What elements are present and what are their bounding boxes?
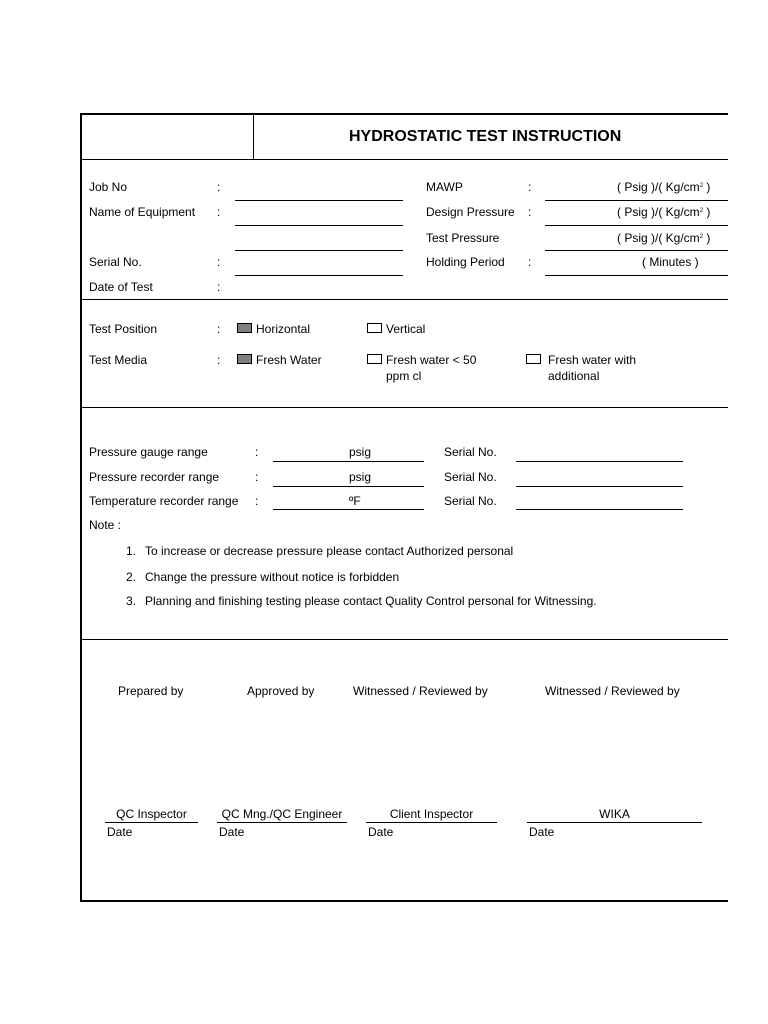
mawp-unit-sup: 2 — [699, 183, 704, 189]
wika-signature-line[interactable] — [527, 822, 702, 823]
qc-inspector-date-label: Date — [107, 825, 133, 839]
pressure-gauge-unit: psig — [349, 445, 372, 459]
fresh-water-checkbox[interactable] — [237, 354, 252, 364]
mawp-unit-end: ) — [703, 180, 711, 194]
pressure-gauge-label: Pressure gauge range — [89, 445, 208, 459]
form-border-left — [80, 113, 82, 902]
wika-date-label: Date — [529, 825, 555, 839]
note-item-1-text: To increase or decrease pressure please contact Authorized personal — [145, 544, 514, 558]
serial-no-field[interactable] — [235, 275, 403, 276]
pressure-gauge-field[interactable] — [273, 461, 424, 462]
qc-inspector-signature-line[interactable] — [105, 822, 198, 823]
test-media-colon: : — [217, 353, 221, 367]
serial-no-label: Serial No. — [89, 255, 142, 269]
section-divider-1 — [80, 159, 728, 160]
temperature-recorder-serial-label: Serial No. — [444, 494, 497, 508]
horizontal-label: Horizontal — [256, 322, 311, 336]
section-divider-3 — [80, 407, 728, 408]
mawp-unit-text: ( Psig )/( Kg/cm — [617, 180, 700, 194]
pressure-gauge-serial-label: Serial No. — [444, 445, 497, 459]
job-no-label: Job No — [89, 180, 128, 194]
pressure-recorder-serial-label: Serial No. — [444, 470, 497, 484]
design-pressure-field[interactable] — [545, 225, 728, 226]
fresh-water-additional-label-line2: additional — [548, 369, 600, 383]
form-border-bottom — [80, 900, 728, 902]
date-of-test-label: Date of Test — [89, 280, 153, 294]
note-item-3-text: Planning and finishing testing please contact Quality Control personal for Witnessing. — [145, 594, 597, 608]
temperature-recorder-serial-field[interactable] — [516, 509, 683, 510]
pressure-recorder-unit: psig — [349, 470, 372, 484]
qc-engineer-signature-line[interactable] — [217, 822, 347, 823]
fresh-water-50ppm-checkbox[interactable] — [367, 354, 382, 364]
test-pressure-unit-end: ) — [703, 231, 711, 245]
design-pressure-colon: : — [528, 205, 532, 219]
design-pressure-unit — [617, 205, 710, 219]
temperature-recorder-label: Temperature recorder range — [89, 494, 239, 508]
temperature-recorder-field[interactable] — [273, 509, 424, 510]
temperature-recorder-unit: ºF — [349, 494, 361, 508]
test-pressure-label: Test Pressure — [426, 231, 500, 245]
note-item-2-text: Change the pressure without notice is forbidden — [145, 570, 400, 584]
title-divider — [253, 115, 254, 160]
vertical-label: Vertical — [386, 322, 426, 336]
pressure-gauge-serial-field[interactable] — [516, 461, 683, 462]
pressure-recorder-field[interactable] — [273, 486, 424, 487]
design-pressure-unit-text: ( Psig )/( Kg/cm — [617, 205, 700, 219]
section-divider-2 — [80, 299, 728, 300]
note-label: Note : — [89, 518, 122, 532]
serial-no-colon: : — [217, 255, 221, 269]
prepared-by-heading: Prepared by — [118, 684, 184, 698]
holding-period-label: Holding Period — [426, 255, 505, 269]
design-pressure-label: Design Pressure — [426, 205, 515, 219]
note-item-2-number: 2. — [126, 570, 137, 584]
holding-period-colon: : — [528, 255, 532, 269]
fresh-water-50ppm-label: Fresh water < 50 — [386, 353, 477, 367]
test-pressure-field[interactable] — [545, 250, 728, 251]
test-media-label: Test Media — [89, 353, 148, 367]
pressure-recorder-serial-field[interactable] — [516, 486, 683, 487]
job-no-colon: : — [217, 180, 221, 194]
equipment-colon: : — [217, 205, 221, 219]
vertical-checkbox[interactable] — [367, 323, 382, 333]
pressure-gauge-colon: : — [255, 445, 259, 459]
wika-name: WIKA — [599, 807, 630, 821]
approved-by-heading: Approved by — [247, 684, 315, 698]
design-pressure-unit-sup: 2 — [699, 208, 704, 214]
test-pressure-unit — [617, 231, 710, 245]
client-inspector-signature-line[interactable] — [366, 822, 497, 823]
test-position-colon: : — [217, 322, 221, 336]
client-inspector-name: Client Inspector — [389, 807, 474, 821]
client-witness-heading: Witnessed / Reviewed by — [353, 684, 488, 698]
note-item-3-number: 3. — [126, 594, 137, 608]
qc-inspector-name: QC Inspector — [116, 807, 187, 821]
equipment-label: Name of Equipment — [89, 205, 196, 219]
mawp-field[interactable] — [545, 200, 728, 201]
client-inspector-date-label: Date — [368, 825, 394, 839]
fresh-water-label: Fresh Water — [256, 353, 322, 367]
fresh-water-50ppm-label-line2: ppm cl — [386, 369, 422, 383]
wika-witness-heading: Witnessed / Reviewed by — [545, 684, 680, 698]
section-divider-4 — [80, 639, 728, 640]
equipment-field-line2[interactable] — [235, 250, 403, 251]
qc-engineer-date-label: Date — [219, 825, 245, 839]
holding-period-field[interactable] — [545, 275, 728, 276]
note-item-1-number: 1. — [126, 544, 137, 558]
equipment-field[interactable] — [235, 225, 403, 226]
mawp-colon: : — [528, 180, 532, 194]
job-no-field[interactable] — [235, 200, 403, 201]
fresh-water-additional-checkbox[interactable] — [526, 354, 541, 364]
test-pressure-unit-text: ( Psig )/( Kg/cm — [617, 231, 700, 245]
pressure-recorder-colon: : — [255, 470, 259, 484]
fresh-water-additional-label: Fresh water with — [548, 353, 637, 367]
design-pressure-unit-end: ) — [703, 205, 711, 219]
mawp-label: MAWP — [426, 180, 463, 194]
page-title: HYDROSTATIC TEST INSTRUCTION — [349, 128, 622, 145]
qc-engineer-name: QC Mng./QC Engineer — [221, 807, 343, 821]
mawp-unit — [617, 180, 710, 194]
holding-period-unit: ( Minutes ) — [642, 255, 699, 269]
pressure-recorder-label: Pressure recorder range — [89, 470, 220, 484]
test-pressure-unit-sup: 2 — [699, 234, 704, 240]
temperature-recorder-colon: : — [255, 494, 259, 508]
test-position-label: Test Position — [89, 322, 158, 336]
horizontal-checkbox[interactable] — [237, 323, 252, 333]
form-border-top — [80, 113, 728, 115]
date-of-test-colon: : — [217, 280, 221, 294]
